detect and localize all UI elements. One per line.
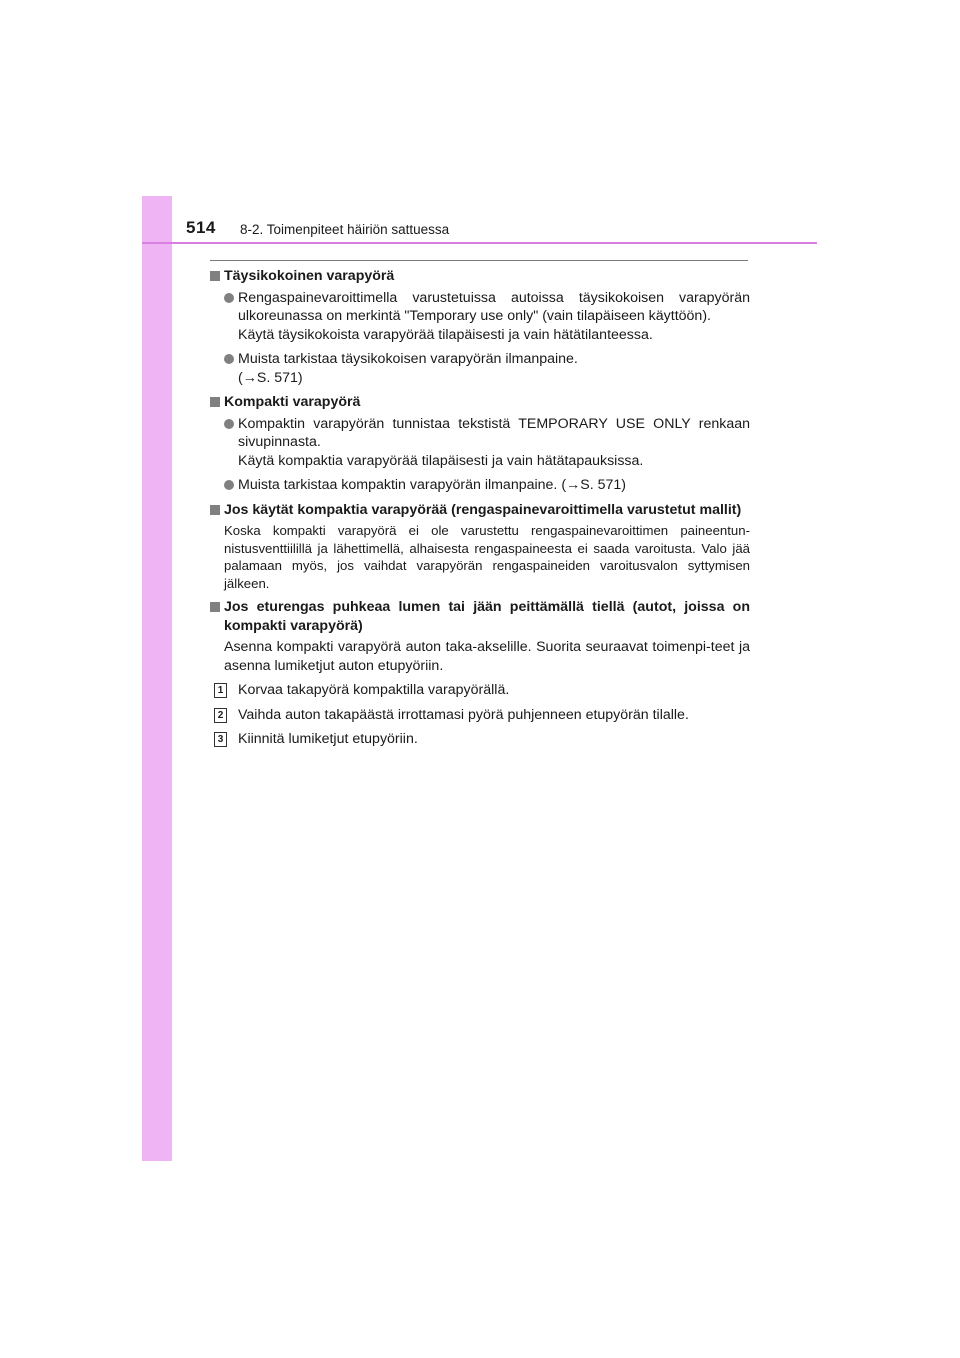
- step-number: 3: [214, 732, 227, 747]
- section-heading: Jos eturengas puhkeaa lumen tai jään peittämällä tiellä (autot, joissa on kompakti varapyörä): [210, 598, 750, 635]
- section-title: 8-2. Toimenpiteet häiriön sattuessa: [240, 222, 450, 237]
- list-item: Rengaspainevaroittimella varustetuissa autoissa täysikokoisen varapyörän ulkoreunassa on merkintä "Temporary use only" (vain tilapäiseen käyttöön). Käytä täysikokoista varapyörää tilapäisesti ja vain hätätilanteessa.: [210, 289, 750, 345]
- section-heading: Kompakti varapyörä: [210, 393, 750, 412]
- section-text: Asenna kompakti varapyörä auton taka-akselille. Suorita seuraavat toimenpi-teet ja asenna lumiketjut auton etupyöriin.: [224, 639, 750, 674]
- circle-bullet-icon: [224, 480, 234, 490]
- step-item: 3 Kiinnitä lumiketjut etupyöriin.: [210, 730, 750, 749]
- content-top-rule: [210, 260, 748, 261]
- step-number: 2: [214, 708, 227, 723]
- list-item: Muista tarkistaa täysikokoisen varapyörän ilmanpaine. (→S. 571): [210, 350, 750, 387]
- step-item: 1 Korvaa takapyörä kompaktilla varapyörällä.: [210, 681, 750, 700]
- section-front-tire-snow: [210, 598, 750, 749]
- circle-bullet-icon: [224, 293, 234, 303]
- square-bullet-icon: [210, 271, 220, 281]
- list-item: Muista tarkistaa kompaktin varapyörän ilmanpaine. (→S. 571): [210, 476, 750, 495]
- section-compact-spare: [210, 393, 750, 495]
- step-number: 1: [214, 683, 227, 698]
- step-item: 2 Vaihda auton takapäästä irrottamasi pyörä puhjenneen etupyörän tilalle.: [210, 706, 750, 725]
- circle-bullet-icon: [224, 354, 234, 364]
- section-full-size-spare: [210, 267, 750, 387]
- square-bullet-icon: [210, 505, 220, 515]
- page-content: [210, 267, 750, 755]
- page-number: 514: [186, 218, 216, 237]
- side-color-band: [142, 196, 172, 1161]
- list-item: Kompaktin varapyörän tunnistaa tekstistä TEMPORARY USE ONLY renkaan sivupinnasta. Käytä kompaktia varapyörää tilapäisesti ja vain hätätapauksissa.: [210, 415, 750, 471]
- section-heading: Jos käytät kompaktia varapyörää (rengaspainevaroittimella varustetut mallit): [210, 501, 750, 520]
- square-bullet-icon: [210, 602, 220, 612]
- section-heading: Täysikokoinen varapyörä: [210, 267, 750, 286]
- section-compact-tpms: [210, 501, 750, 593]
- circle-bullet-icon: [224, 419, 234, 429]
- section-text: Koska kompakti varapyörä ei ole varustettu rengaspainevaroittimen paineentun-nistusventtiilillä ja lähettimellä, alhaisesta rengaspaineesta ei saada varoitusta. Valo jää palamaan myös, jos vaihdat varapyörän rengaspaineiden varoitusvalon syttymisen jälkeen.: [224, 523, 750, 591]
- square-bullet-icon: [210, 397, 220, 407]
